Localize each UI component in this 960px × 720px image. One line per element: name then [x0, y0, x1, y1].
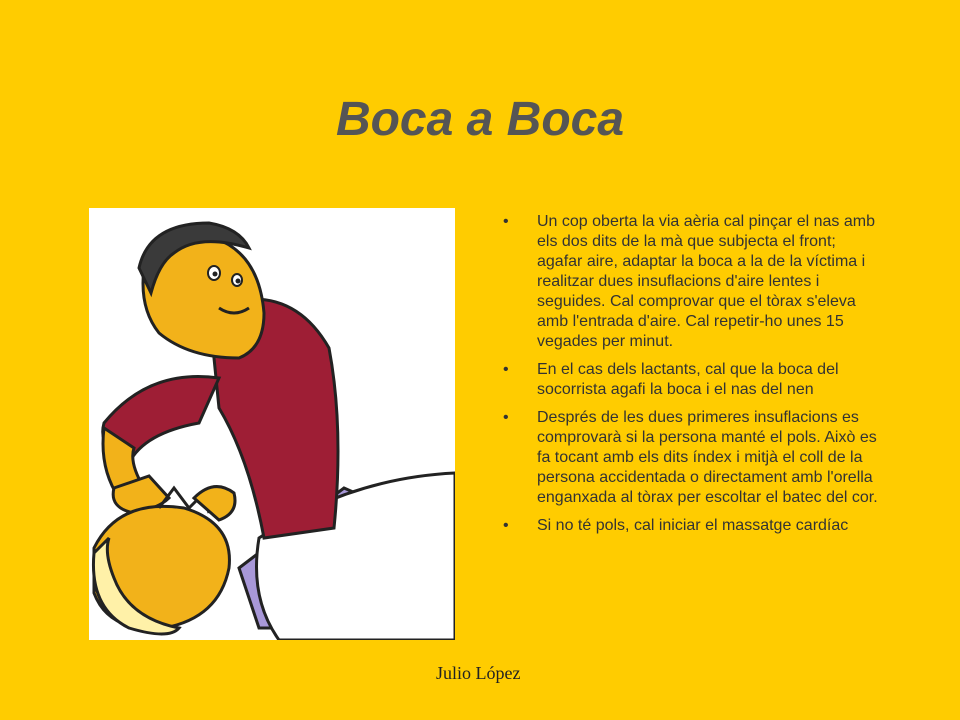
bullet-item — [497, 212, 882, 352]
bullet-item — [497, 408, 882, 508]
rescuer-breathing-drawing — [89, 208, 455, 640]
slide-title: Boca a Boca — [335, 93, 625, 146]
bullet-text: En el cas dels lactants, cal que la boca del socorrista agafi la boca i el nas del nen — [537, 361, 839, 398]
bullet-text: Un cop oberta la via aèria cal pinçar el nas amb els dos dits de la mà que subjecta el front; agafar aire, adaptar la boca a la de la víctima i realitzar dues insuflacions d'aire lentes i seguides. Cal comprovar que el tòrax s'eleva amb l'entrada d'aire. Cal repetir-ho unes 15 vegades per minut. — [537, 213, 875, 350]
bullet-item — [497, 516, 882, 536]
bullet-marker: • — [503, 517, 509, 534]
bullet-list — [497, 212, 882, 544]
bullet-marker: • — [503, 409, 509, 426]
bullet-item — [497, 360, 882, 400]
cpr-illustration — [89, 208, 455, 640]
bullet-marker: • — [503, 213, 509, 230]
bullet-text: Després de les dues primeres insuflacions es comprovarà si la persona manté el pols. Això es fa tocant amb els dits índex i mitjà el coll de la persona accidentada o directament amb l'orella enganxada al tòrax per escoltar el batec del cor. — [537, 409, 878, 506]
bullet-marker: • — [503, 361, 509, 378]
bullet-text: Si no té pols, cal iniciar el massatge cardíac — [537, 517, 849, 534]
footer-author: Julio López — [436, 663, 521, 683]
